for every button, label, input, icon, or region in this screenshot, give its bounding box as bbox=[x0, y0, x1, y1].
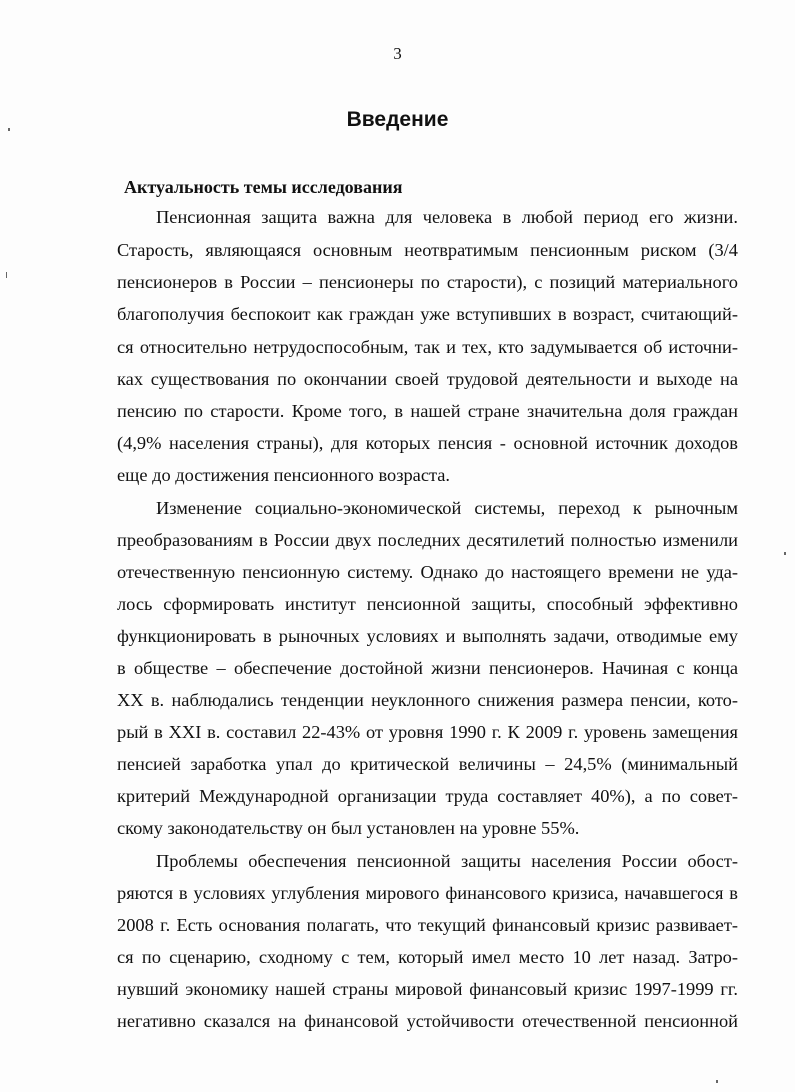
page-number: 3 bbox=[393, 44, 402, 63]
scan-speck bbox=[8, 128, 10, 131]
text-line: негативно сказался на финансовой устойчивости отечественной пенсионной bbox=[117, 1011, 738, 1031]
text-line: еще до достижения пенсионного возраста. bbox=[117, 465, 451, 485]
text-line: пенсией заработка упал до критической величины – 24,5% (минимальный bbox=[117, 754, 738, 774]
text-line: Проблемы обеспечения пенсионной защиты населения России обост- bbox=[156, 851, 738, 871]
text-line: функционировать в рыночных условиях и выполнять задачи, отводимые ему bbox=[117, 626, 738, 646]
text-line: благополучия беспокоит как граждан уже вступивших в возраст, считающий- bbox=[117, 304, 738, 324]
text-line: ся относительно нетрудоспособным, так и тех, кто задумывается об источни- bbox=[117, 337, 738, 357]
page-heading: Введение bbox=[346, 108, 449, 131]
text-line: пенсию по старости. Кроме того, в нашей стране значительна доля граждан bbox=[117, 401, 738, 421]
text-line: Изменение социально-экономической системы, переход к рыночным bbox=[156, 498, 738, 518]
text-line: 2008 г. Есть основания полагать, что текущий финансовый кризис развивает- bbox=[117, 915, 738, 935]
scan-speck bbox=[6, 272, 7, 278]
text-line: рый в XXI в. составил 22-43% от уровня 1990 г. К 2009 г. уровень замещения bbox=[117, 722, 738, 742]
text-line: ся по сценарию, сходному с тем, который имел место 10 лет назад. Затро- bbox=[117, 947, 738, 967]
text-line: скому законодательству он был установлен на уровне 55%. bbox=[117, 818, 580, 838]
text-line: нувший экономику нашей страны мировой финансовый кризис 1997-1999 гг. bbox=[117, 979, 738, 999]
text-line: отечественную пенсионную систему. Однако до настоящего времени не уда- bbox=[117, 562, 738, 582]
text-line: лось сформировать институт пенсионной защиты, способный эффективно bbox=[117, 594, 738, 614]
section-subheading: Актуальность темы исследования bbox=[124, 177, 403, 197]
text-line: критерий Международной организации труда составляет 40%), а по совет- bbox=[117, 786, 738, 806]
scan-speck bbox=[784, 552, 786, 555]
text-line: ряются в условиях углубления мирового финансового кризиса, начавшегося в bbox=[117, 883, 738, 903]
text-line: Пенсионная защита важна для человека в любой период его жизни. bbox=[156, 207, 738, 227]
text-line: в обществе – обеспечение достойной жизни пенсионеров. Начиная с конца bbox=[117, 658, 738, 678]
text-line: Старость, являющаяся основным неотвратимым пенсионным риском (3/4 bbox=[117, 240, 738, 260]
text-line: XX в. наблюдались тенденции неуклонного снижения размера пенсии, кото- bbox=[117, 690, 738, 710]
scan-speck bbox=[716, 1080, 718, 1083]
text-line: ках существования по окончании своей трудовой деятельности и выходе на bbox=[117, 369, 738, 389]
text-line: преобразованиям в России двух последних десятилетий полностью изменили bbox=[117, 530, 738, 550]
text-line: пенсионеров в России – пенсионеры по старости), с позиций материального bbox=[117, 272, 738, 292]
text-line: (4,9% населения страны), для которых пенсия - основной источник доходов bbox=[117, 433, 738, 453]
